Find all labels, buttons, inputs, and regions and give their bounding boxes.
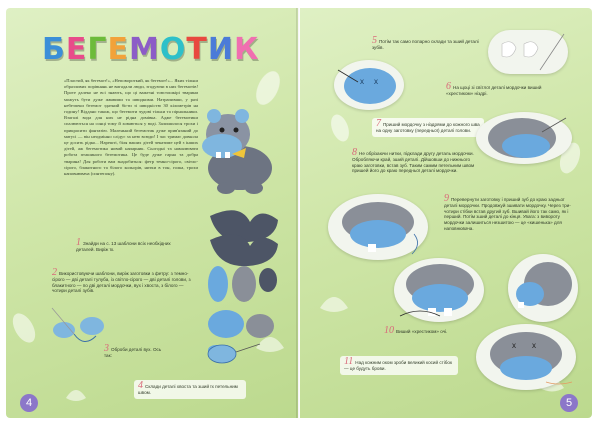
step-6: 6 На щоці зі світлої деталі мордочки виший «хрестиком» ніздрі. — [446, 81, 542, 96]
step-4: 4 Склади деталі хвоста та зший їх петельним швом. — [134, 380, 246, 399]
step-9: 9 Перевернути заготовку і приший зуб до краю задньої деталі мордочки. Продовжуй зшивати мордочку. Через три-чотири стібки встав другий зуб. Вшивай його так само, як і перший. Потім зший деталі до кінця. Увага: з вивороту мордочки залишиться незшитою — це «кишенька» для наповнювача. — [444, 193, 571, 231]
left-page — [6, 8, 298, 418]
title-letter: И — [207, 32, 234, 67]
title-letter: М — [129, 32, 160, 67]
title-letter: Т — [186, 32, 208, 67]
title-letter: Е — [107, 32, 129, 67]
book-spread — [6, 8, 592, 418]
muzzle-side-image — [508, 254, 578, 322]
teeth-image — [488, 30, 568, 74]
svg-text:x: x — [512, 341, 516, 350]
step-11: 11 Над кожним оком зроби великий косий стібок — це будуть брови. — [340, 356, 458, 375]
right-page — [300, 8, 592, 418]
hippo-head-eyes-image — [476, 324, 576, 390]
svg-text:x: x — [532, 341, 536, 350]
head-muzzle-photo — [476, 112, 572, 164]
muzzle-nostrils-image — [334, 60, 404, 110]
page-number-right: 5 — [560, 394, 578, 412]
muzzle-with-tooth-image — [328, 194, 428, 260]
title-letter: Г — [87, 32, 108, 67]
page-title — [42, 32, 259, 67]
step-3: 3 Оброби деталі вух. Ось так: — [104, 343, 162, 358]
felt-pieces-image — [204, 206, 284, 356]
title-letter: О — [159, 32, 187, 67]
title-letter: Б — [42, 32, 66, 67]
eyes-photo — [476, 324, 576, 390]
butterfly-icon — [66, 390, 86, 401]
muzzle-sewing-photo — [394, 258, 484, 322]
title-letter: Е — [65, 32, 88, 67]
nostril-photo — [334, 60, 404, 110]
muzzle-tooth-photo — [328, 194, 428, 260]
head-with-muzzle-image — [476, 112, 572, 164]
hippo-toy-image — [192, 90, 282, 200]
tail-image — [202, 338, 262, 368]
intro-text: «Пластий, як бегемот!», «Неповороткий, як бегемот!»... Яких тільки образливих порівнянь не вигадали люди, згадуючи в них бегемотів! Проте далеко не всі знають, що ці важезні товстошкірі тварини можуть бути дуже жвавими та швидкими. Натрапивши, у разі небезпеки бегемот здатний бігти зі швидкістю 30 кілометрів на годину! Віддано також, що бегемоти чудові тільки та пірнальники. Взагалі вода для них не рідна домівка. Адже бегемотики спалюються на сонці тому й ховаються у воді. Залишилося трохи і прикрасити фантазію. Маленький бегемотик дуже прив'язаний до матусі — він неодмінно слідує за нею всюди! І час тримає довкола це досить рідко... Нарешті, біля ваших дітей чекатиме цей з інших дітей, аж бегемотика новий напарник. Сьогодні та намалювати робота пташиного бегемотика. Це буде дуже гарна та добра тварина! Для роботи вам знадобиться: фетр темно-сірого, світло-сірого, блакитного та білого кольорів, нитки в тон, голка, трохи наповнювача (синтепону). — [64, 78, 198, 177]
title-letters — [42, 32, 259, 67]
butterfly-icon — [320, 297, 348, 312]
svg-text:x: x — [374, 77, 378, 86]
title-letter: К — [233, 32, 260, 67]
step-8: 8 Не обрізаючи нитки, підклади другу деталь мордочки. Обробляючи край, зший деталі. Дійшовши до нижнього краю заготовки, встав зуб. Таким самим петельним швом пришей його до краю передньої деталі мордочки. — [352, 147, 475, 174]
step-1: 1 Знайди на с. 13 шаблони всіх необхідних деталей. Виріж їх. — [76, 237, 171, 252]
leaf-icon — [8, 310, 40, 347]
teeth-photo — [488, 30, 568, 74]
step-2: 2 Використовуючи шаблони, виріж заготовки з фетру: з темно-сірого — дві деталі тулуба, із світло-сірого — дві деталі голови, з блакитного — по дві деталі мордочки, вух і хвоста, з білого — чотири деталі зубів. — [52, 267, 191, 294]
step-10: 10 Виший «хрестиком» очі. — [384, 325, 448, 336]
muzzle-side-photo — [508, 254, 578, 322]
svg-text:x: x — [360, 77, 364, 86]
page-number-left: 4 — [20, 394, 38, 412]
leaf-icon — [328, 112, 353, 144]
muzzle-sewing-image — [394, 258, 484, 322]
step-7: 7 Приший мордочку з ніздрями до кожного шва на одну заготовку (передньої) деталі голови. — [372, 118, 484, 137]
step-5: 5 Потім так само попарно склади та зший деталі зубів. — [372, 35, 479, 50]
